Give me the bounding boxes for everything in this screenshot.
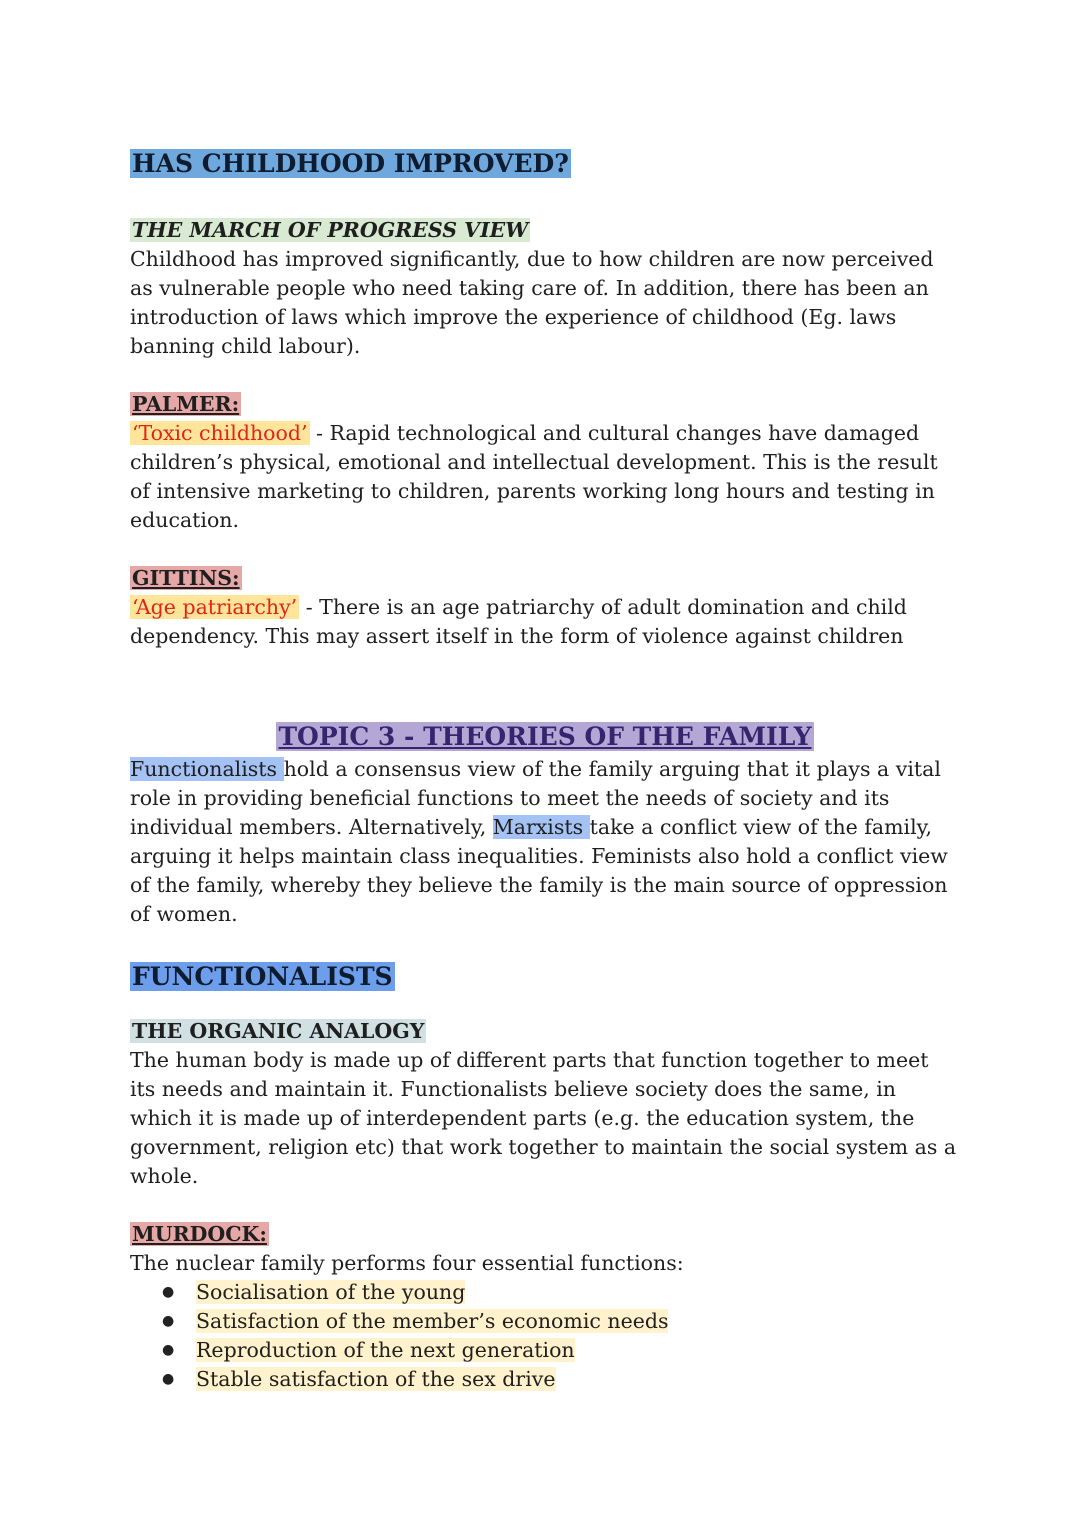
document-content (130, 146, 960, 1394)
murdock-label: MURDOCK: (132, 1222, 267, 1246)
palmer-label: PALMER: (132, 392, 240, 416)
list-item: ● Stable satisfaction of the sex drive (162, 1365, 960, 1394)
subheading-march-of-progress: THE MARCH OF PROGRESS VIEW (132, 218, 529, 242)
heading-functionalists: FUNCTIONALISTS (132, 962, 393, 991)
term-functionalists: Functionalists (130, 757, 284, 781)
palmer-text: ‘Toxic childhood’ - Rapid technological and cultural changes have damaged children’s physical, emotional and intellectual development. This is the result of intensive marketing to children, parents working long hours and testing in education. (130, 421, 938, 532)
list-item: ● Socialisation of the young (162, 1278, 960, 1307)
gittins-text: ‘Age patriarchy’ - There is an age patriarchy of adult domination and child dependency. This may assert itself in the form of violence against children (130, 595, 907, 648)
topic-3-title: TOPIC 3 - THEORIES OF THE FAMILY (278, 722, 812, 751)
list-item: ● Satisfaction of the member’s economic needs (162, 1307, 960, 1336)
term-toxic-childhood: ‘Toxic childhood’ (132, 421, 308, 445)
heading-childhood-improved: HAS CHILDHOOD IMPROVED? (132, 149, 569, 178)
organic-analogy-text: The human body is made up of different parts that function together to meet its needs and maintain it. Functionalists believe society does the same, in which it is made up of interdependent parts (e.g. the education system, the government, religion etc) that work together to maintain the social system as a whole. (130, 1048, 957, 1188)
list-item: ● Reproduction of the next generation (162, 1336, 960, 1365)
term-age-patriarchy: ‘Age patriarchy’ (132, 595, 298, 619)
theories-intro-text: Functionalists hold a consensus view of the family arguing that it plays a vital role in providing beneficial functions to meet the needs of society and its individual members. Alternatively, Marxists take a conflict view of the family, arguing it helps maintain class inequalities. Feminists also hold a conflict view of the family, whereby they believe the family is the main source of oppression of women. (130, 757, 948, 926)
term-marxists: Marxists (492, 815, 590, 839)
murdock-functions-list (130, 1278, 960, 1394)
march-of-progress-text: Childhood has improved significantly, due to how children are now perceived as vulnerable people who need taking care of. In addition, there has been an introduction of laws which improve the experience of childhood (Eg. laws banning child labour). (130, 247, 934, 358)
murdock-intro: The nuclear family performs four essential functions: (130, 1251, 684, 1275)
gittins-label: GITTINS: (132, 566, 240, 590)
subheading-organic-analogy: THE ORGANIC ANALOGY (132, 1019, 425, 1043)
